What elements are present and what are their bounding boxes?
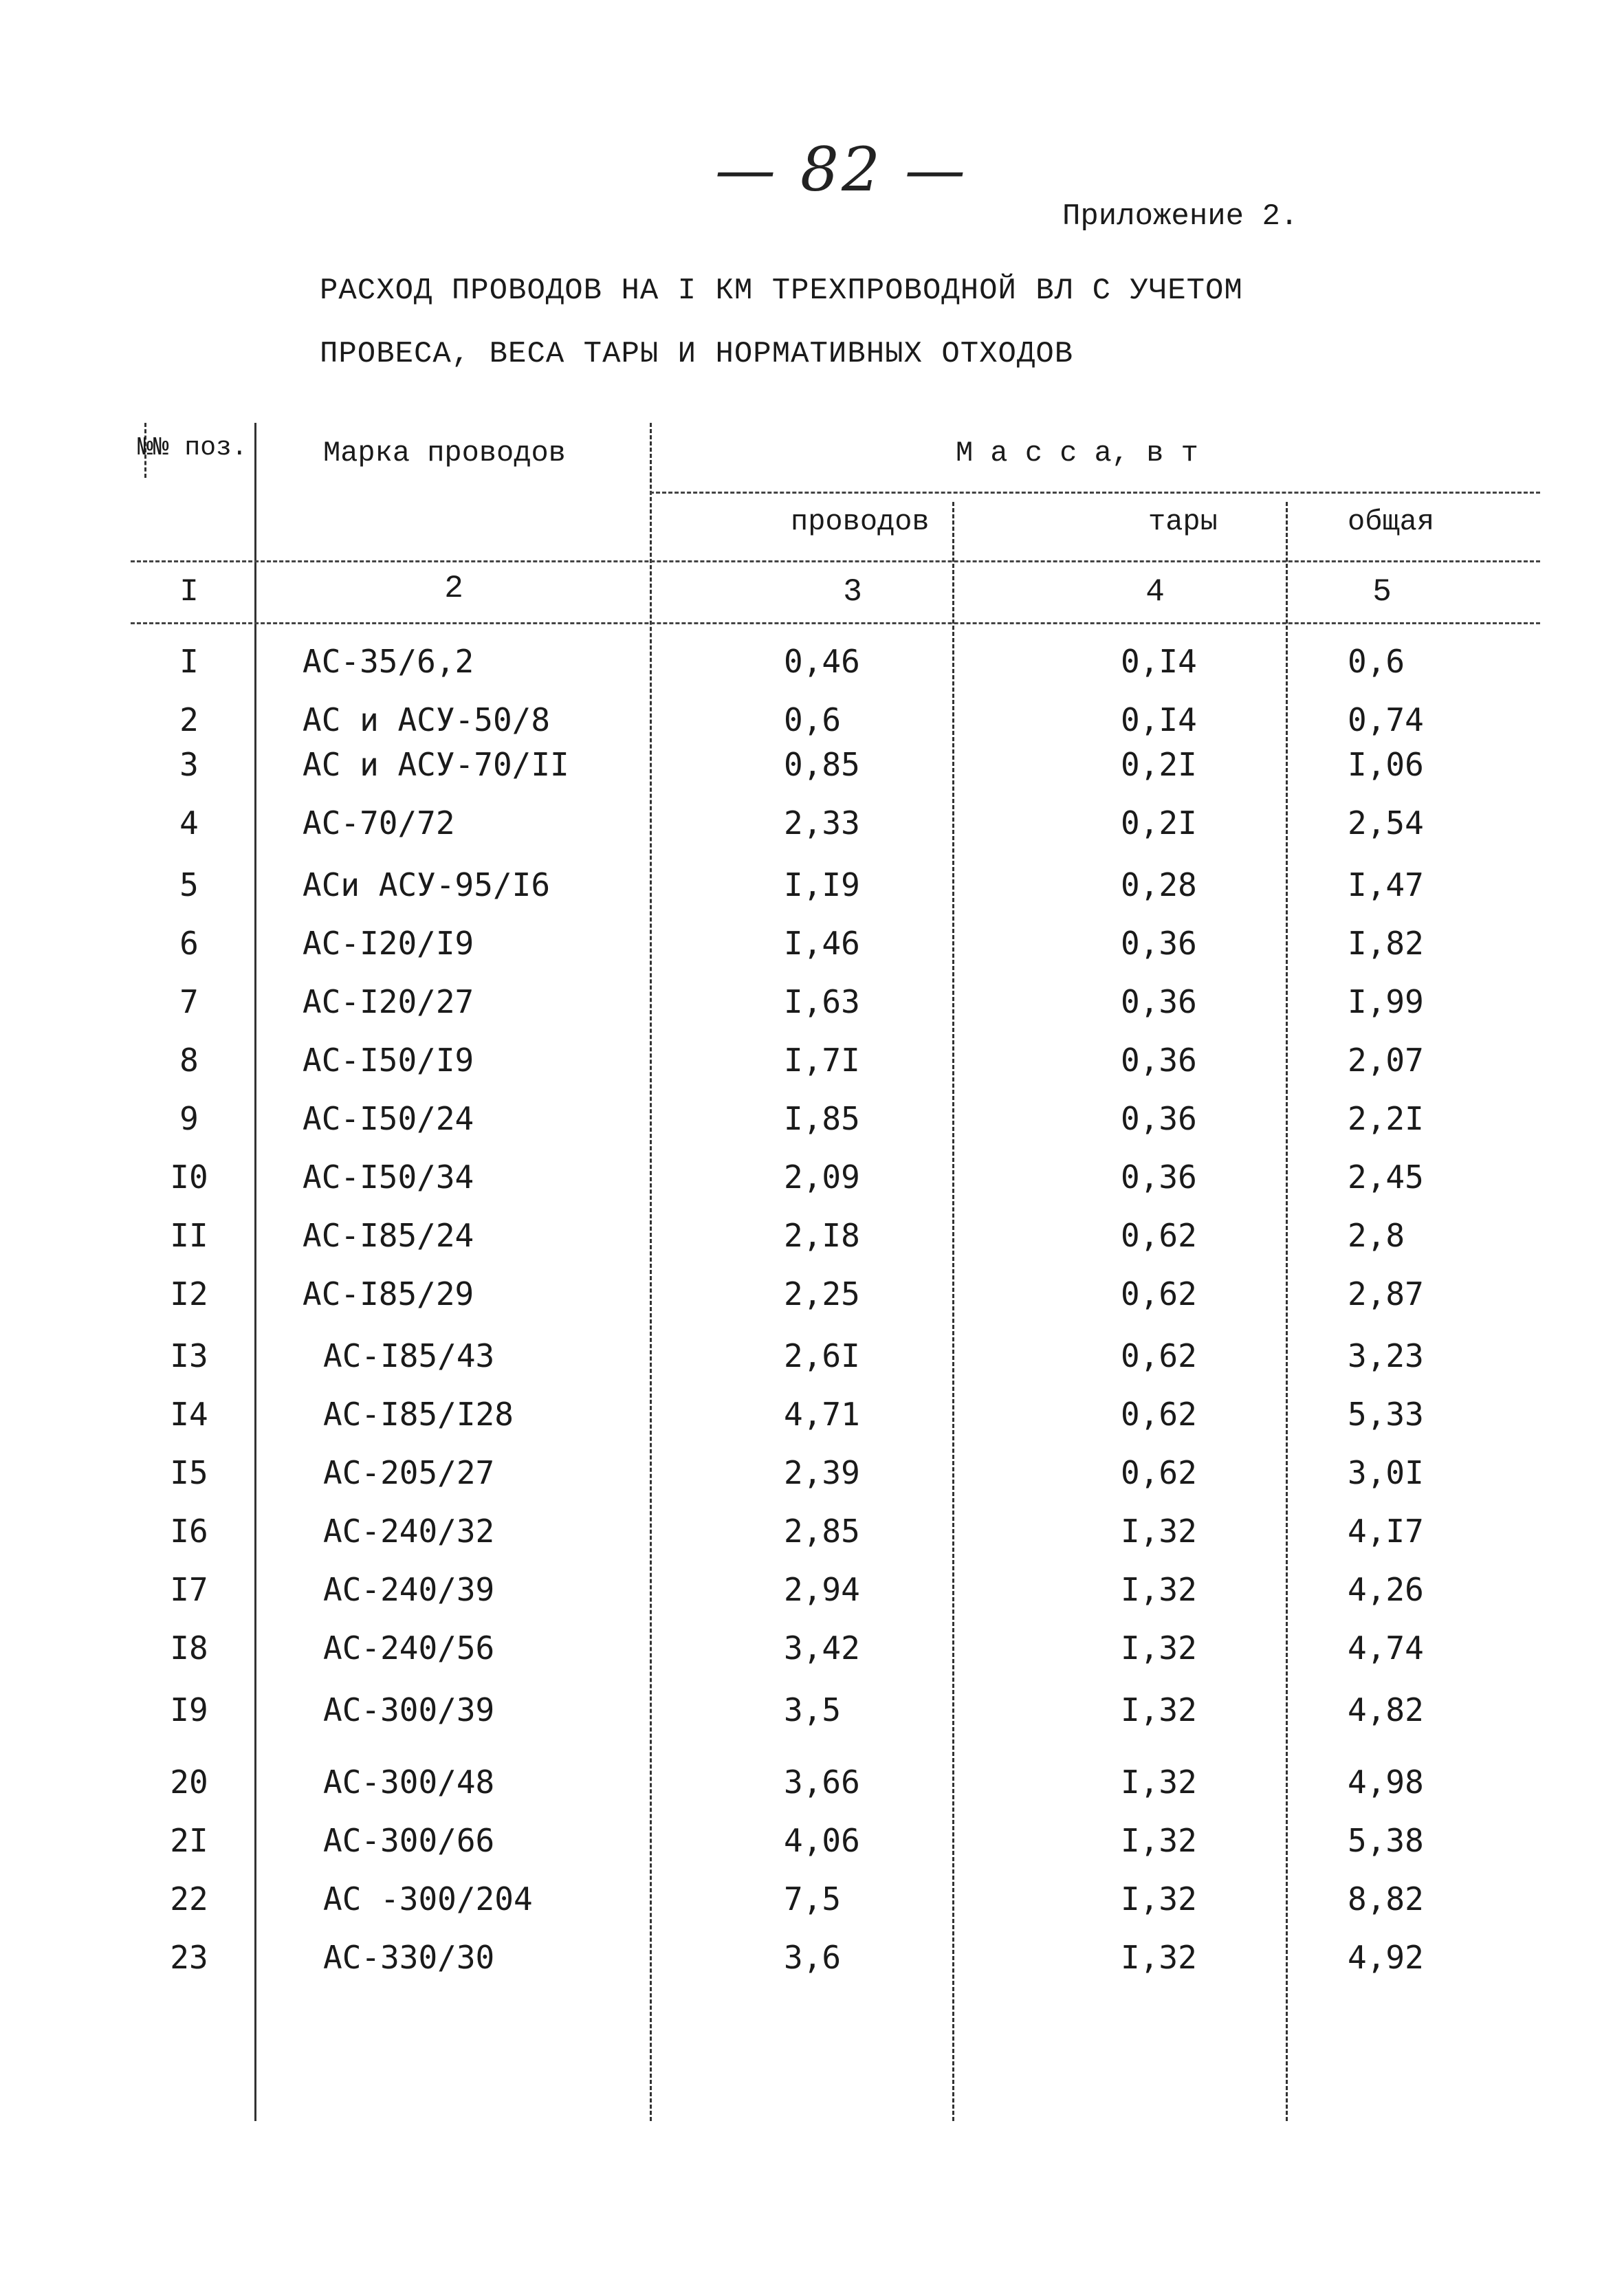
cell-position: 7 — [179, 983, 199, 1020]
cell-position: 2 — [179, 701, 199, 738]
cell-wire-mass: 2,85 — [784, 1513, 860, 1550]
cell-wire-mass: 3,66 — [784, 1764, 860, 1801]
cell-total-mass: 0,74 — [1348, 701, 1424, 738]
cell-tare-mass: 0,36 — [1121, 983, 1197, 1020]
cell-wire-mass: I,85 — [784, 1100, 860, 1137]
cell-wire-mark: АС-I85/I28 — [323, 1396, 514, 1433]
cell-tare-mass: I,32 — [1121, 1571, 1197, 1608]
cell-wire-mass: I,I9 — [784, 866, 860, 903]
cell-total-mass: 2,54 — [1348, 804, 1424, 842]
cell-tare-mass: 0,2I — [1121, 746, 1197, 783]
cell-position: 5 — [179, 866, 199, 903]
cell-wire-mark: АС-I85/29 — [303, 1275, 474, 1313]
table-row — [131, 746, 1540, 801]
page-number: — 82 — — [715, 134, 968, 205]
table-row — [131, 1822, 1540, 1877]
column-number-2: 2 — [444, 571, 463, 606]
table-row — [131, 1396, 1540, 1451]
cell-wire-mass: 2,94 — [784, 1571, 860, 1608]
cell-wire-mass: 4,06 — [784, 1822, 860, 1859]
cell-total-mass: 4,92 — [1348, 1939, 1424, 1976]
table-row — [131, 866, 1540, 921]
cell-tare-mass: 0,36 — [1121, 925, 1197, 962]
cell-tare-mass: 0,2I — [1121, 804, 1197, 842]
header-line-bottom — [131, 560, 1540, 562]
table-row — [131, 1571, 1540, 1626]
column-number-1: I — [179, 574, 199, 610]
cell-tare-mass: 0,I4 — [1121, 701, 1197, 738]
cell-tare-mass: 0,62 — [1121, 1396, 1197, 1433]
cell-wire-mass: 7,5 — [784, 1880, 842, 1918]
cell-total-mass: 8,82 — [1348, 1880, 1424, 1918]
cell-wire-mass: 3,42 — [784, 1629, 860, 1667]
cell-position: I7 — [170, 1571, 208, 1608]
cell-total-mass: 5,38 — [1348, 1822, 1424, 1859]
cell-wire-mark: АС-I50/24 — [303, 1100, 474, 1137]
cell-position: 22 — [170, 1880, 208, 1918]
cell-total-mass: 2,8 — [1348, 1217, 1405, 1254]
cell-wire-mass: 0,85 — [784, 746, 860, 783]
cell-position: I2 — [170, 1275, 208, 1313]
cell-position: 3 — [179, 746, 199, 783]
cell-wire-mark: АС-70/72 — [303, 804, 455, 842]
cell-total-mass: 2,45 — [1348, 1159, 1424, 1196]
cell-wire-mass: 2,6I — [784, 1337, 860, 1374]
cell-wire-mark: АС и АСУ-70/II — [303, 746, 569, 783]
cell-position: 2I — [170, 1822, 208, 1859]
cell-total-mass: 2,07 — [1348, 1042, 1424, 1079]
table-row — [131, 1880, 1540, 1935]
cell-position: II — [170, 1217, 208, 1254]
cell-wire-mark: АС-I85/43 — [323, 1337, 495, 1374]
table-row — [131, 983, 1540, 1038]
cell-tare-mass: I,32 — [1121, 1764, 1197, 1801]
table-title-line-2: ПРОВЕСА, ВЕСА ТАРЫ И НОРМАТИВНЫХ ОТХОДОВ — [320, 337, 1074, 371]
cell-wire-mark: АС-205/27 — [323, 1454, 495, 1491]
cell-wire-mass: 4,71 — [784, 1396, 860, 1433]
cell-tare-mass: 0,62 — [1121, 1217, 1197, 1254]
cell-wire-mass: 2,33 — [784, 804, 860, 842]
cell-position: I3 — [170, 1337, 208, 1374]
cell-total-mass: 5,33 — [1348, 1396, 1424, 1433]
cell-wire-mark: АСи АСУ-95/I6 — [303, 866, 551, 903]
column-number-3: 3 — [843, 574, 862, 610]
table-row — [131, 1764, 1540, 1819]
cell-tare-mass: I,32 — [1121, 1691, 1197, 1728]
cell-wire-mass: 2,09 — [784, 1159, 860, 1196]
cell-position: 9 — [179, 1100, 199, 1137]
cell-total-mass: 4,74 — [1348, 1629, 1424, 1667]
cell-wire-mark: АС-240/32 — [323, 1513, 495, 1550]
cell-position: 20 — [170, 1764, 208, 1801]
cell-tare-mass: 0,62 — [1121, 1275, 1197, 1313]
table-row — [131, 1691, 1540, 1746]
table-row — [131, 1454, 1540, 1509]
header-position: №№ поз. — [138, 433, 248, 463]
cell-position: I0 — [170, 1159, 208, 1196]
cell-position: 23 — [170, 1939, 208, 1976]
cell-position: I4 — [170, 1396, 208, 1433]
cell-wire-mark: АС-300/48 — [323, 1764, 495, 1801]
cell-wire-mass: 3,6 — [784, 1939, 842, 1976]
cell-wire-mark: АС-240/56 — [323, 1629, 495, 1667]
cell-wire-mark: АС-240/39 — [323, 1571, 495, 1608]
cell-wire-mass: 0,46 — [784, 643, 860, 680]
cell-wire-mark: АС и АСУ-50/8 — [303, 701, 551, 738]
cell-wire-mass: 0,6 — [784, 701, 842, 738]
cell-wire-mass: I,46 — [784, 925, 860, 962]
cell-total-mass: I,06 — [1348, 746, 1424, 783]
table-row — [131, 1939, 1540, 1994]
table-row — [131, 925, 1540, 980]
cell-position: I5 — [170, 1454, 208, 1491]
cell-wire-mass: 2,39 — [784, 1454, 860, 1491]
cell-total-mass: 4,82 — [1348, 1691, 1424, 1728]
cell-wire-mass: 2,I8 — [784, 1217, 860, 1254]
cell-position: I9 — [170, 1691, 208, 1728]
cell-total-mass: 4,98 — [1348, 1764, 1424, 1801]
cell-position: 6 — [179, 925, 199, 962]
column-number-5: 5 — [1372, 574, 1392, 610]
cell-total-mass: 2,2I — [1348, 1100, 1424, 1137]
table-row — [131, 1337, 1540, 1392]
cell-wire-mark: АС-35/6,2 — [303, 643, 474, 680]
cell-tare-mass: 0,28 — [1121, 866, 1197, 903]
cell-wire-mark: АС-I85/24 — [303, 1217, 474, 1254]
header-wire-mark: Марка проводов — [323, 437, 566, 470]
table-row — [131, 1217, 1540, 1272]
cell-total-mass: 3,23 — [1348, 1337, 1424, 1374]
table-row — [131, 1513, 1540, 1568]
cell-wire-mark: АС-I50/34 — [303, 1159, 474, 1196]
cell-wire-mass: I,63 — [784, 983, 860, 1020]
cell-total-mass: 0,6 — [1348, 643, 1405, 680]
cell-total-mass: I,82 — [1348, 925, 1424, 962]
cell-wire-mark: АС-I20/I9 — [303, 925, 474, 962]
cell-tare-mass: I,32 — [1121, 1629, 1197, 1667]
cell-wire-mark: АС-300/66 — [323, 1822, 495, 1859]
cell-tare-mass: I,32 — [1121, 1939, 1197, 1976]
cell-total-mass: 4,I7 — [1348, 1513, 1424, 1550]
table-row — [131, 643, 1540, 698]
cell-position: 8 — [179, 1042, 199, 1079]
cell-tare-mass: I,32 — [1121, 1513, 1197, 1550]
cell-total-mass: 4,26 — [1348, 1571, 1424, 1608]
cell-tare-mass: 0,62 — [1121, 1454, 1197, 1491]
cell-wire-mark: АС-I50/I9 — [303, 1042, 474, 1079]
cell-wire-mark: АС-300/39 — [323, 1691, 495, 1728]
table-title-line-1: РАСХОД ПРОВОДОВ НА I КМ ТРЕХПРОВОДНОЙ ВЛ С УЧЕТОМ — [320, 274, 1243, 308]
cell-tare-mass: I,32 — [1121, 1880, 1197, 1918]
header-tare: тары — [1148, 505, 1218, 538]
table-row — [131, 1275, 1540, 1330]
table-row — [131, 804, 1540, 859]
appendix-label: Приложение 2. — [1062, 199, 1299, 234]
header-mass: М а с с а, в т — [956, 437, 1198, 470]
cell-tare-mass: 0,I4 — [1121, 643, 1197, 680]
cell-total-mass: I,47 — [1348, 866, 1424, 903]
cell-position: 4 — [179, 804, 199, 842]
cell-tare-mass: I,32 — [1121, 1822, 1197, 1859]
cell-wire-mass: I,7I — [784, 1042, 860, 1079]
cell-wire-mark: АС-I20/27 — [303, 983, 474, 1020]
cell-wire-mass: 3,5 — [784, 1691, 842, 1728]
header-wires: проводов — [791, 505, 930, 538]
cell-total-mass: I,99 — [1348, 983, 1424, 1020]
table-row — [131, 1042, 1540, 1097]
cell-wire-mark: АС -300/204 — [323, 1880, 533, 1918]
cell-position: I6 — [170, 1513, 208, 1550]
wire-consumption-table — [131, 423, 1540, 2121]
cell-tare-mass: 0,62 — [1121, 1337, 1197, 1374]
header-total: общая — [1348, 505, 1435, 538]
cell-tare-mass: 0,36 — [1121, 1159, 1197, 1196]
cell-wire-mark: АС-330/30 — [323, 1939, 495, 1976]
cell-total-mass: 2,87 — [1348, 1275, 1424, 1313]
cell-total-mass: 3,0I — [1348, 1454, 1424, 1491]
cell-position: I — [179, 643, 199, 680]
header-line-mass — [650, 492, 1540, 494]
cell-tare-mass: 0,36 — [1121, 1100, 1197, 1137]
cell-tare-mass: 0,36 — [1121, 1042, 1197, 1079]
column-number-line — [131, 622, 1540, 624]
table-row — [131, 1159, 1540, 1214]
column-number-4: 4 — [1145, 574, 1165, 610]
table-row — [131, 1100, 1540, 1155]
cell-position: I8 — [170, 1629, 208, 1667]
table-row — [131, 1629, 1540, 1684]
cell-wire-mass: 2,25 — [784, 1275, 860, 1313]
